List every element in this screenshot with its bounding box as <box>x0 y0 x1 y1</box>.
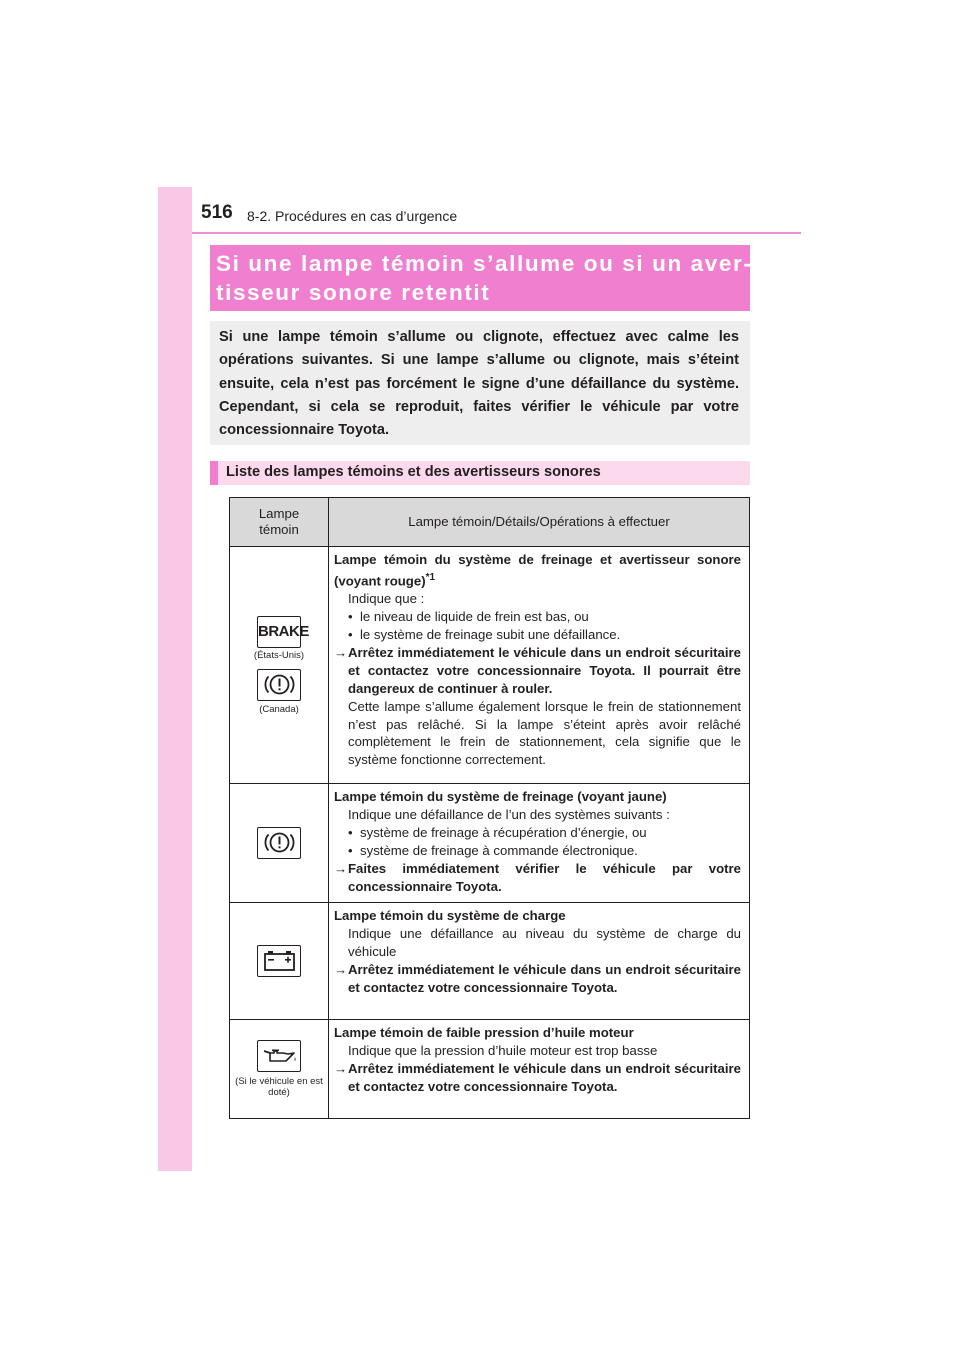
lamp-caption-canada: (Canada) <box>259 703 299 715</box>
intro-text: Si une lampe témoin s’allume ou clignote, effectuez avec calme les opérations suivantes. Si une lampe s’allume ou clignote, mais s’éteint ensuite, cela n’est pas forcément le signe d’une défaillance du système. Cependant, si cela se reproduit, faites vérifier le véhicule par votre concessionnaire Toyota. <box>219 329 739 439</box>
lamp-title: Lampe témoin du système de freinage (voyant jaune) <box>334 789 667 804</box>
lamp-details-cell <box>329 1020 750 1119</box>
brake-warning-icon <box>257 669 301 701</box>
lamp-icon-cell <box>230 547 329 784</box>
lamp-note: Cette lampe s’allume également lorsque le frein de stationnement n’est pas relâché. Si la lampe s’éteint après avoir relâché complètement le frein de stationnement, cela signifie que le système fonctionne correctement. <box>348 698 741 768</box>
lamp-caption-if-equipped: (Si le véhicule en est doté) <box>235 1076 323 1098</box>
arrow-icon: → <box>334 860 348 876</box>
arrow-icon: → <box>334 961 348 977</box>
list-heading <box>210 461 750 485</box>
lamp-caption-us: (États-Unis) <box>253 649 305 661</box>
oil-can-icon <box>257 1040 301 1072</box>
warning-lamp-table <box>229 497 750 1119</box>
table-row <box>230 547 750 784</box>
section-title <box>216 249 756 307</box>
bullet-item: • système de freinage à récupération d’énergie, ou <box>348 824 647 840</box>
section-title-line2: tisseur sonore retentit <box>216 280 491 305</box>
lamp-indication: Indique une défaillance au niveau du système de charge du véhicule <box>348 925 741 959</box>
lamp-indication: Indique une défaillance de l’un des systèmes suivants : <box>348 806 670 822</box>
lamp-indication: Indique que la pression d’huile moteur est trop basse <box>348 1042 658 1058</box>
lamp-icon-cell <box>230 903 329 1020</box>
chapter-sidebar-tab <box>158 187 192 1171</box>
lamp-title: Lampe témoin du système de charge <box>334 908 566 923</box>
table-row <box>230 903 750 1020</box>
list-heading-text: Liste des lampes témoins et des avertisseurs sonores <box>226 464 601 480</box>
lamp-title: Lampe témoin de faible pression d’huile moteur <box>334 1025 634 1040</box>
chapter-title: 8-2. Procédures en cas d’urgence <box>247 208 458 224</box>
list-heading-bar <box>210 461 218 485</box>
col-header-lamp: Lampe témoin <box>230 498 329 547</box>
battery-icon <box>257 945 301 977</box>
lamp-icon-cell <box>230 1020 329 1119</box>
lamp-details-cell <box>329 903 750 1020</box>
bullet-item: • le niveau de liquide de frein est bas, ou <box>348 609 589 625</box>
lamp-title: Lampe témoin du système de freinage et avertisseur sonore (voyant rouge)$^{*1}$ <box>334 552 741 589</box>
lamp-details-cell <box>329 547 750 784</box>
col-header-details: Lampe témoin/Détails/Opérations à effectuer <box>329 498 750 547</box>
lamp-details-cell <box>329 784 750 903</box>
lamp-action: →Arrêtez immédiatement le véhicule dans un endroit sécuritaire et contactez votre concessionnaire Toyota. Il pourrait être dangereux de continuer à rouler. <box>334 644 741 696</box>
lamp-action: →Arrêtez immédiatement le véhicule dans un endroit sécuritaire et contactez votre concessionnaire Toyota. <box>334 961 741 995</box>
lamp-action: →Arrêtez immédiatement le véhicule dans un endroit sécuritaire et contactez votre concessionnaire Toyota. <box>334 1060 741 1094</box>
lamp-indication: Indique que : <box>348 591 425 607</box>
header-rule <box>192 232 801 234</box>
brake-text-icon: BRAKE <box>257 616 301 648</box>
arrow-icon: → <box>334 644 348 660</box>
section-title-line1: Si une lampe témoin s’allume ou si un aver- <box>216 251 753 276</box>
lamp-icon-cell <box>230 784 329 903</box>
bullet-item: • le système de freinage subit une défaillance. <box>348 627 621 643</box>
table-row <box>230 1020 750 1119</box>
table-header-row <box>230 498 750 547</box>
arrow-icon: → <box>334 1060 348 1076</box>
brake-system-icon <box>257 827 301 859</box>
bullet-item: • système de freinage à commande électronique. <box>348 842 638 858</box>
section-title-box <box>210 245 753 311</box>
table-row <box>230 784 750 903</box>
lamp-action: →Faites immédiatement vérifier le véhicule par votre concessionnaire Toyota. <box>334 860 741 894</box>
intro-box <box>210 321 750 445</box>
page-number: 516 <box>201 202 233 223</box>
